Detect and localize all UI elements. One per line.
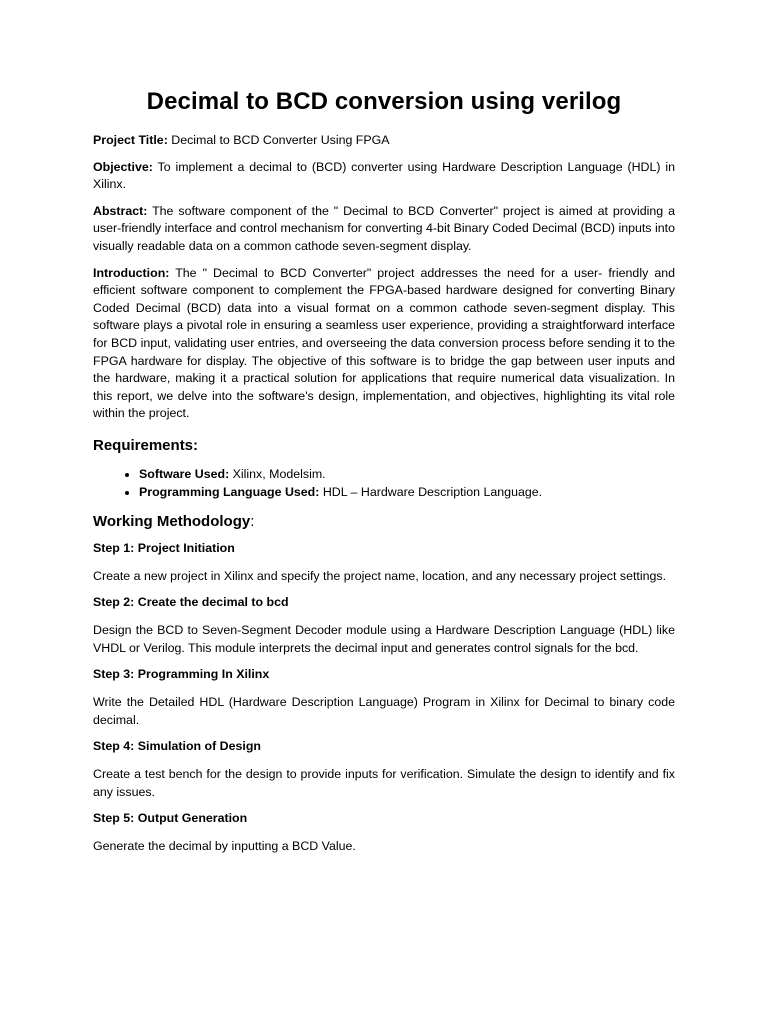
objective-label: Objective:: [93, 159, 153, 174]
step-heading: Step 3: Programming In Xilinx: [93, 666, 270, 681]
introduction-paragraph: [93, 265, 675, 423]
step-body: Create a test bench for the design to provide inputs for verification. Simulate the design to identify and fix any issues.: [93, 766, 675, 799]
step-5: [93, 810, 675, 855]
step-heading: Step 2: Create the decimal to bcd: [93, 594, 289, 609]
step-body: Create a new project in Xilinx and specify the project name, location, and any necessary project settings.: [93, 568, 667, 583]
methodology-heading: [93, 513, 675, 530]
requirements-list: [93, 465, 675, 501]
requirement-label: Programming Language Used:: [139, 484, 320, 499]
abstract-paragraph: [93, 203, 675, 256]
document-title: Decimal to BCD conversion using verilog: [146, 88, 622, 115]
introduction-text: The " Decimal to BCD Converter" project addresses the need for a user- friendly and efficient software component to complement the FPGA-based hardware designed for converting Binary Coded Decimal (BCD) data into a visual format on a common cathode seven-segment display. This software plays a pivotal role in ensuring a seamless user experience, providing a straightforward interface for BCD input, validating user entries, and overseeing the data conversion process before sending it to the FPGA hardware for display. The objective of this software is to bridge the gap between user inputs and the hardware, making it a practical solution for applications that require numerical data visualization. In this report, we delve into the software's design, implementation, and objectives, highlighting its vital role within the project.: [93, 265, 675, 421]
requirements-heading: Requirements:: [93, 436, 199, 454]
step-3: [93, 666, 675, 729]
project-title-text: Decimal to BCD Converter Using FPGA: [167, 133, 390, 147]
step-heading: Step 5: Output Generation: [93, 810, 248, 825]
step-heading: Step 1: Project Initiation: [93, 540, 235, 555]
requirement-label: Software Used:: [139, 466, 230, 481]
methodology-heading-text: Working Methodology: [93, 512, 251, 530]
project-title-paragraph: [93, 132, 675, 150]
project-title-label: Project Title:: [93, 133, 168, 147]
step-body: Design the BCD to Seven-Segment Decoder module using a Hardware Description Language (HDL) like VHDL or Verilog. This module interprets the decimal input and generates control signals for the bcd.: [93, 622, 675, 655]
introduction-label: Introduction:: [93, 265, 170, 280]
objective-text: To implement a decimal to (BCD) converter using Hardware Description Language (HDL) in Xilinx.: [93, 159, 675, 192]
requirement-text: Xilinx, Modelsim.: [229, 466, 326, 481]
step-heading: Step 4: Simulation of Design: [93, 738, 261, 753]
list-item: [139, 483, 675, 501]
methodology-heading-colon: :: [250, 512, 255, 530]
requirement-text: HDL – Hardware Description Language.: [319, 484, 543, 499]
step-1: [93, 540, 675, 585]
list-item: [139, 465, 675, 483]
step-4: [93, 738, 675, 801]
abstract-label: Abstract:: [93, 203, 148, 218]
step-2: [93, 594, 675, 657]
step-body: Generate the decimal by inputting a BCD Value.: [93, 838, 356, 853]
abstract-text: The software component of the " Decimal to BCD Converter" project is aimed at providing a user-friendly interface and control mechanism for converting 4-bit Binary Coded Decimal (BCD) inputs into visually readable data on a common cathode seven-segment display.: [93, 203, 675, 253]
step-body: Write the Detailed HDL (Hardware Description Language) Program in Xilinx for Decimal to binary code decimal.: [93, 694, 675, 727]
objective-paragraph: [93, 159, 675, 194]
